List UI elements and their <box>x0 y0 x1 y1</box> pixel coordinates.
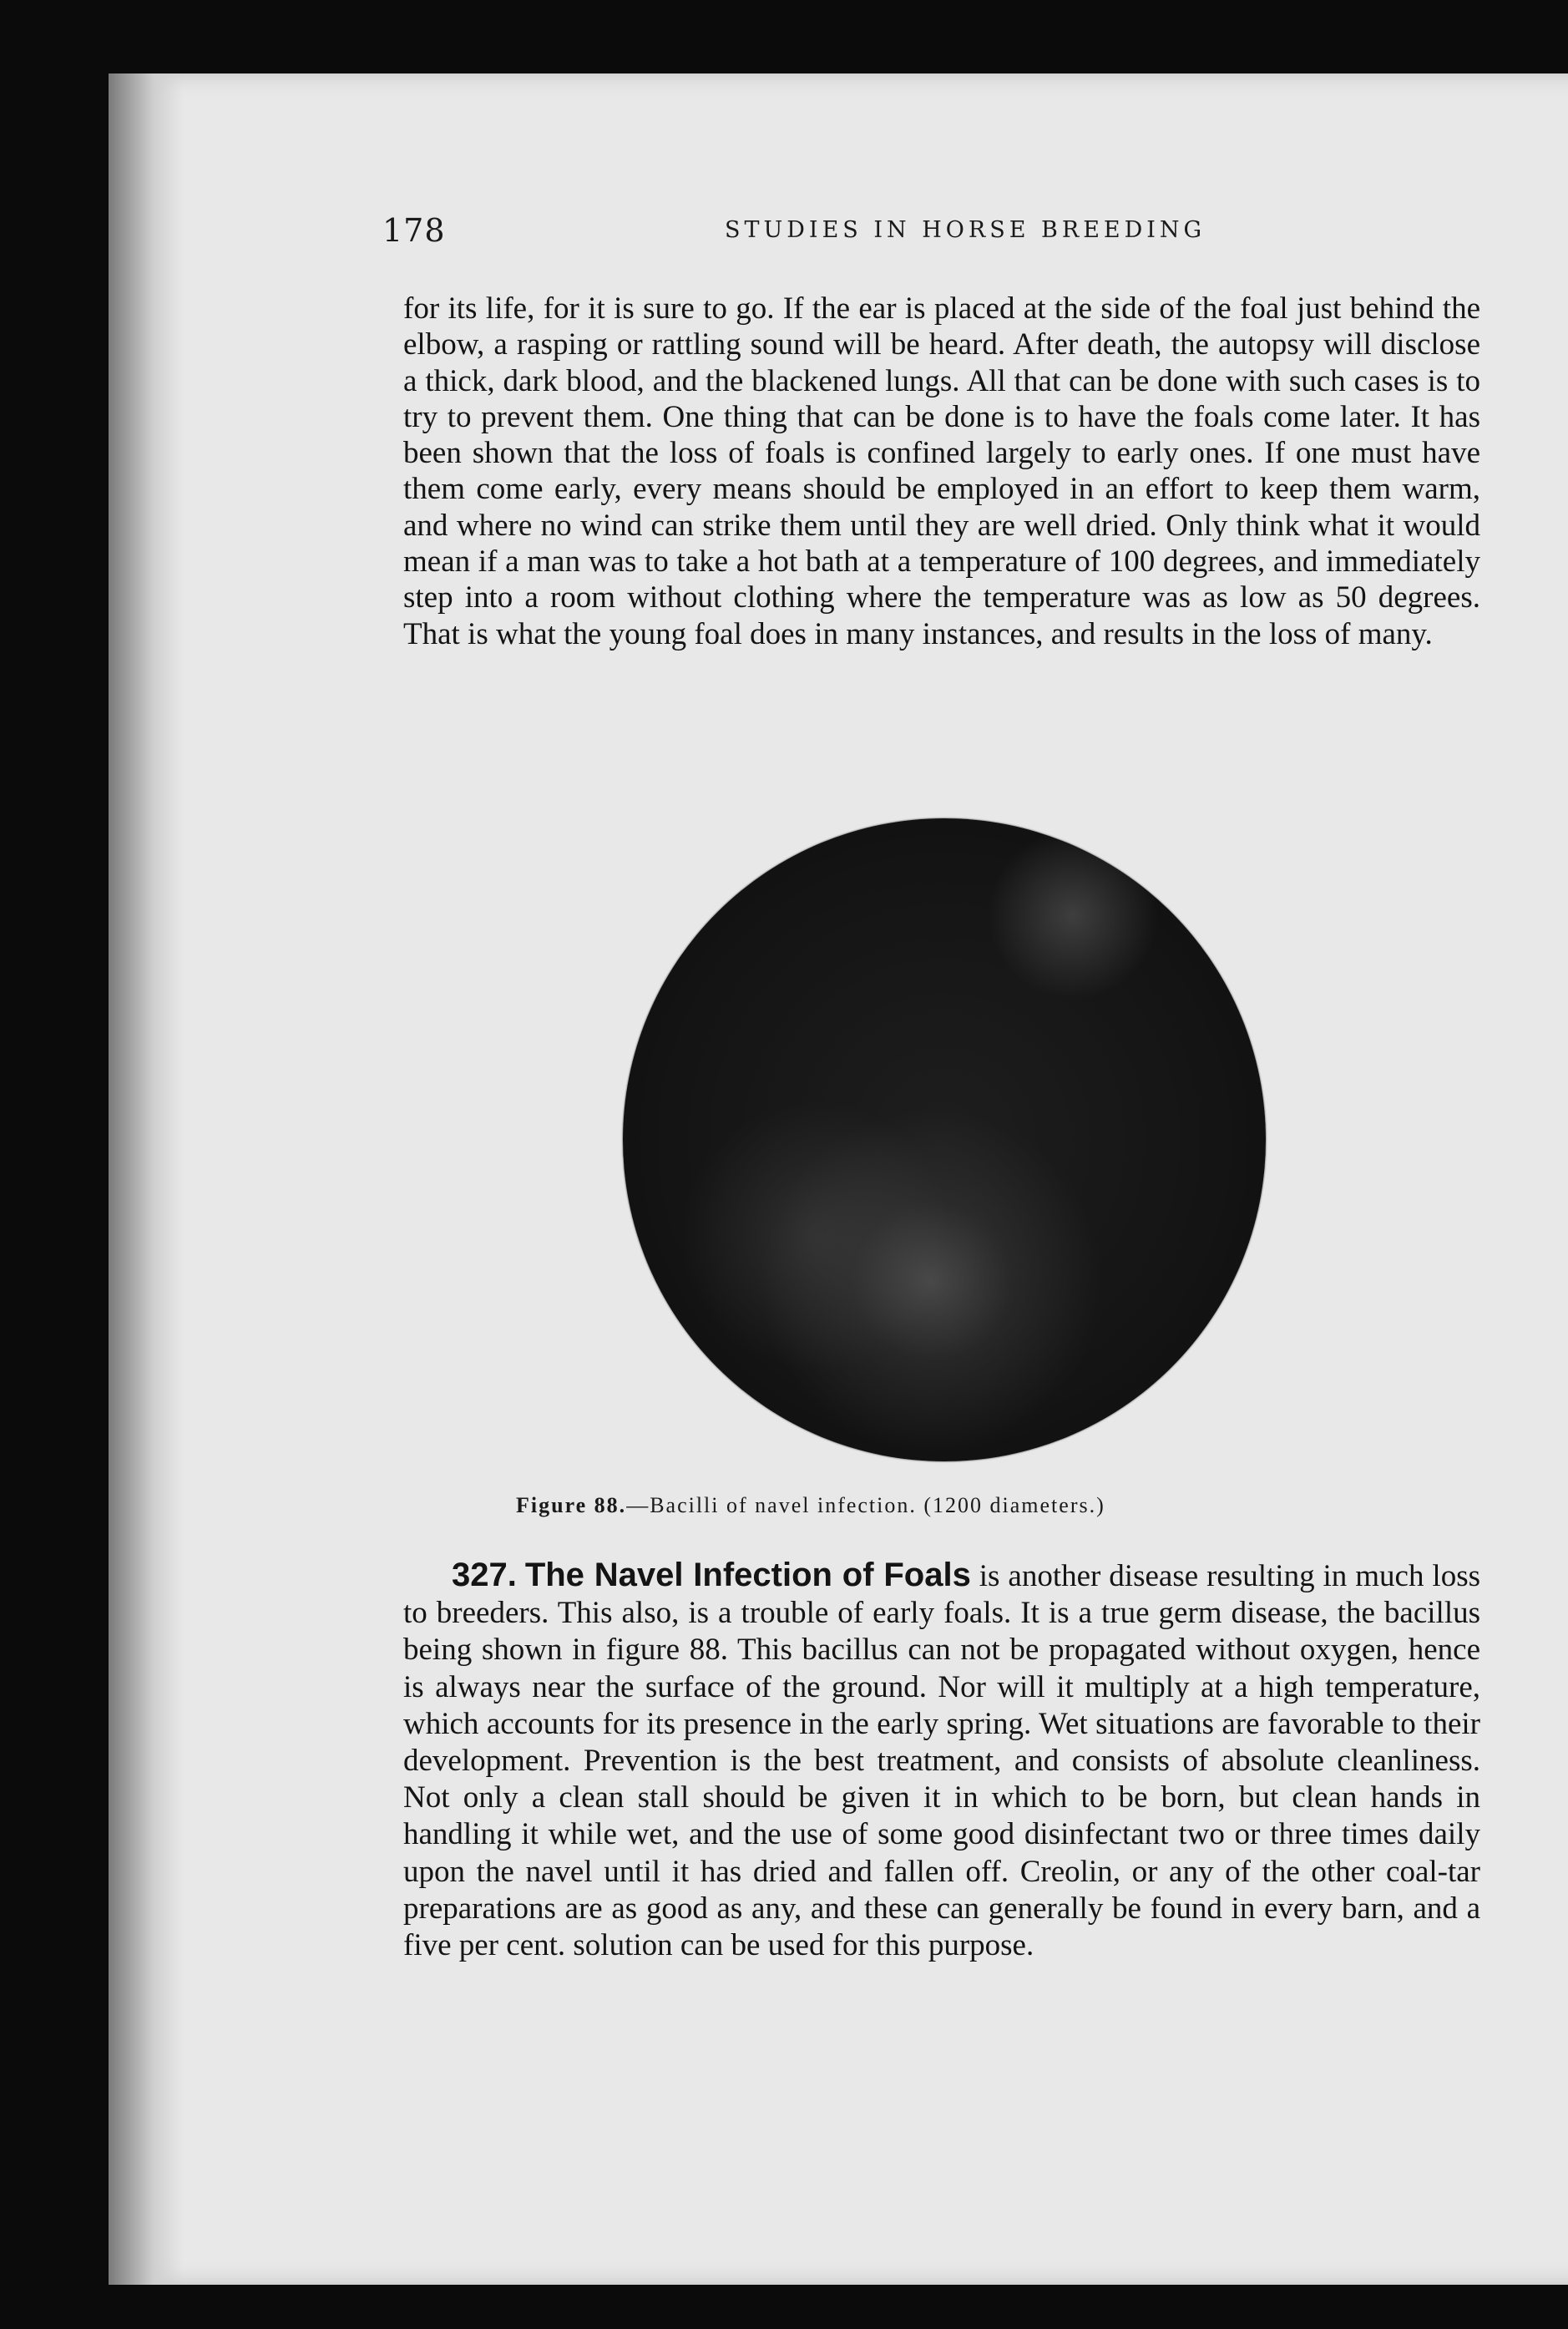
paragraph-foal-loss: for its life, for it is sure to go. If the ear is placed at the side of the foal just behind the elbow, a rasping or rattling sound will be heard. After death, the autopsy will disclose a thick, dark blood, and the blackened lungs. All that can be done with such cases is to try to prevent them. One thing that can be done is to have the foals come later. It has been shown that the loss of foals is confined largely to early ones. If one must have them come early, every means should be employed in an effort to keep them warm, and where no wind can strike them until they are well dried. Only think what it would mean if a man was to take a hot bath at a temperature of 100 degrees, and immediately step into a room without clothing where the temperature was as low as 50 degrees. That is what the young foal does in many instances, and results in the loss of many. <box>403 291 1480 651</box>
section-body-text: is another disease resulting in much loss to breeders. This also, is a trouble of early foals. It is a true germ disease, the bacillus being shown in figure 88. This bacillus can not be propagated without oxygen, hence is always near the surface of the ground. Nor will it multiply at a high temperature, which accounts for its presence in the early spring. Wet situations are favorable to their development. Prevention is the best treatment, and consists of absolute cleanliness. Not only a clean stall should be given it in which to be born, but clean hands in handling it while wet, and the use of some good disinfectant two or three times daily upon the navel until it has dried and fallen off. Creolin, or any of the other coal-tar preparations are as good as any, and these can generally be found in every barn, and a five per cent. solution can be used for this purpose. <box>403 1559 1480 1963</box>
section-number: 327. <box>452 1557 517 1593</box>
figure-caption-text: —Bacilli of navel infection. <box>626 1493 917 1517</box>
page-header <box>382 212 1478 254</box>
figure-caption <box>516 1493 1105 1518</box>
section-327-paragraph <box>403 1557 1480 1964</box>
running-head: STUDIES IN HORSE BREEDING <box>725 217 1206 243</box>
section-title: The Navel Infection of Foals <box>524 1557 971 1593</box>
bacilli-micrograph-image <box>623 818 1266 1461</box>
figure-label: Figure 88. <box>516 1493 627 1517</box>
figure-magnification: (1200 diameters.) <box>923 1493 1105 1517</box>
page-gutter-shadow <box>109 73 184 2285</box>
page-number: 178 <box>382 212 446 249</box>
